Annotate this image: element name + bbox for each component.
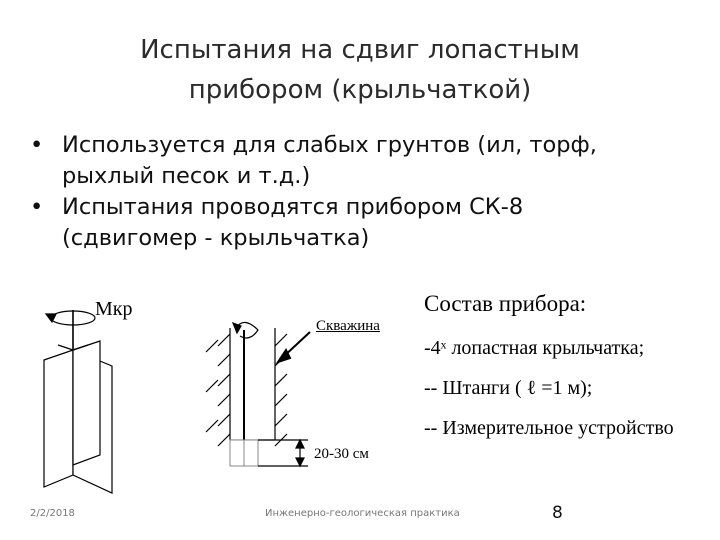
page-number: 8	[552, 503, 563, 523]
footer-title: Инженерно-геологическая практика	[265, 508, 460, 519]
bullet-marker: •	[30, 194, 44, 220]
composition-item-meter: -- Измерительное устройство	[424, 417, 674, 439]
vane-blades-icon	[44, 310, 112, 493]
borehole-label: Скважина	[316, 318, 380, 334]
composition-item-rods: -- Штанги ( ℓ =1 м);	[424, 377, 593, 399]
bullet-2-line-2: (сдвигомер - крыльчатка)	[62, 225, 370, 251]
bullet-1-line-1: Используется для слабых грунтов (ил, торф,	[62, 132, 597, 158]
bullet-2-line-1: Испытания проводятся прибором СК-8	[62, 194, 524, 220]
slide-title-line-1: Испытания на сдвиг лопастным	[140, 35, 580, 65]
composition-item-blades: -4ˣ лопастная крыльчатка;	[424, 337, 645, 359]
bullet-1-line-2: рыхлый песок и т.д.)	[62, 163, 311, 189]
borehole-section-icon	[206, 328, 287, 446]
device-composition	[424, 290, 714, 455]
bullet-marker: •	[30, 132, 44, 158]
bullet-item-1	[30, 130, 710, 192]
slide-title	[60, 30, 660, 110]
well-pointer-arrow-icon	[278, 332, 310, 362]
composition-title: Состав прибора:	[424, 291, 587, 316]
footer-date: 2/2/2018	[30, 508, 75, 519]
torque-arrow-icon	[46, 311, 95, 325]
bullet-item-2	[30, 192, 710, 254]
slide-title-line-2: прибором (крыльчаткой)	[188, 75, 532, 105]
depth-dimension-icon	[258, 440, 308, 466]
bullet-list	[30, 130, 710, 254]
rod-icon	[230, 330, 258, 466]
depth-label: 20-30 см	[314, 446, 369, 462]
torque-label: Мкр	[95, 298, 133, 320]
rotation-arrow-icon	[233, 322, 258, 338]
